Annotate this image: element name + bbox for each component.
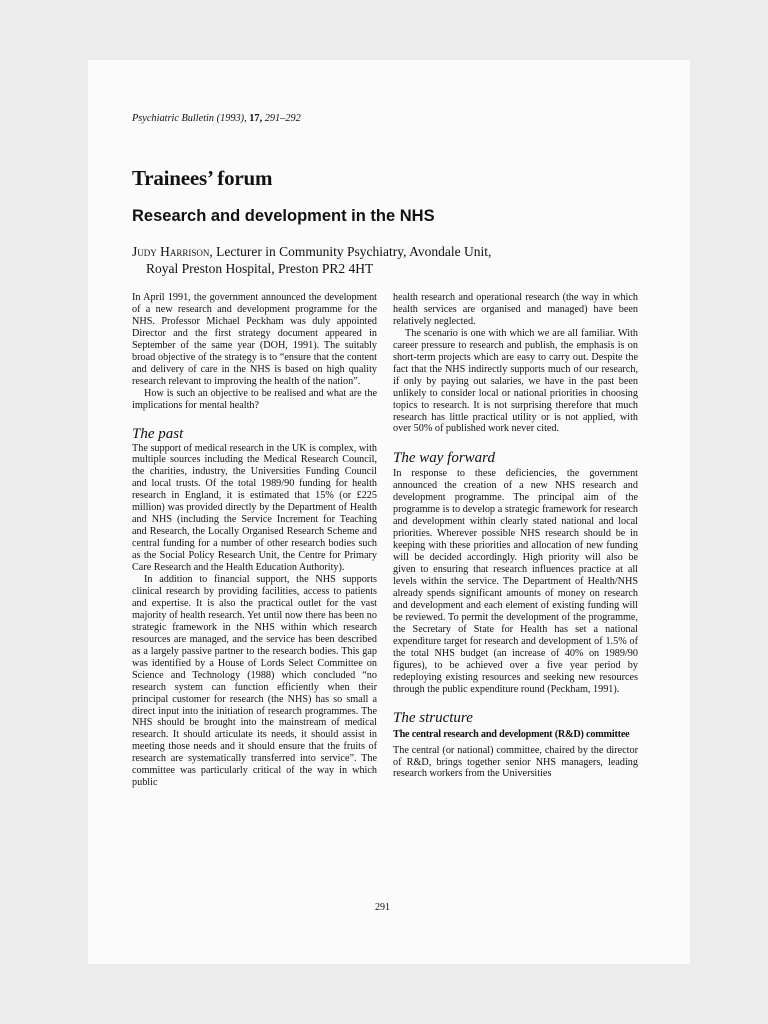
author-name: Judy Harrison bbox=[132, 244, 210, 259]
paragraph: In response to these deficiencies, the government announced the creation of a new NHS research and development programme. The principal aim of the programme is to develop a strategic framework for research and development within clearly stated national and local priorities. Wherever possible NHS research should be in keeping with these priorities and allocation of new funding will be decided accordingly. High priority will also be given to ensuring that research influences practice at all levels within the service. The Department of Health/NHS already spends significant amounts of money on research and development and each element of existing funding will be reviewed. To permit the development of the programme, the Secretary of State for Health has set a national expenditure target for research and development of 1.5% of the total NHS budget (an increase of 40% on 1989/90 figures), to be achieved over a five year period by redeploying existing resources and seeking new resources through the public expenditure round (Peckham, 1991). bbox=[393, 468, 638, 695]
citation-pages: 291–292 bbox=[264, 113, 301, 124]
paragraph: The support of medical research in the UK is complex, with multiple sources including the Medical Research Council, the charities, industry, the Universities Funding Council and local trusts. Of the total 1989/90 funding for health research in England, it is estimated that 15% (or £225 million) was provided directly by the Department of Health and NHS (including the Service Increment for Teaching and Research, the Locally Organised Research Scheme and central funding for a number of other research bodies such as the Social Policy Research Unit, the Centre for Primary Care Research and the Health Education Authority). bbox=[132, 442, 377, 574]
subheading-central-committee: The central research and development (R&D) committee bbox=[393, 728, 630, 740]
page-number: 291 bbox=[375, 902, 390, 913]
paragraph: The central (or national) committee, chaired by the director of R&D, brings together senior NHS managers, leading research workers from the Universities bbox=[393, 744, 638, 780]
author-affiliation bbox=[132, 244, 491, 277]
left-column bbox=[132, 292, 377, 789]
paragraph: health research and operational research (the way in which health services are organised and managed) have been relatively neglected. bbox=[393, 292, 638, 327]
journal-name: Psychiatric Bulletin bbox=[132, 113, 215, 124]
heading-the-way-forward: The way forward bbox=[393, 450, 495, 467]
citation-year: (1993), bbox=[216, 113, 247, 124]
article-title: Research and development in the NHS bbox=[132, 207, 435, 225]
paragraph: How is such an objective to be realised and what are the implications for mental health? bbox=[132, 387, 377, 411]
author-line-1: , Lecturer in Community Psychiatry, Avondale Unit, bbox=[209, 244, 492, 259]
section-title: Trainees’ forum bbox=[132, 166, 273, 190]
paragraph: In addition to financial support, the NHS supports clinical research by providing facilities, access to patients and expertise. It is also the practical outlet for the vast majority of health research. Yet until now there has been no strategic framework in the NHS within which research resources are managed, and the service has been described as a largely passive partner to the research bodies. This gap was identified by a House of Lords Select Committee on Science and Technology (1988) which concluded “no research system can function efficiently when their principal customer for research (the NHS) has so small a direct input into the initiation of research programmes. The NHS should be brought into the mainstream of medical research. It should articulate its needs, it should assist in meeting those needs and it should ensure that the fruits of research are systematically transferred into service”. The committee was particularly critical of the way in which public bbox=[132, 574, 377, 789]
citation-volume: 17, bbox=[249, 113, 263, 124]
paragraph: In April 1991, the government announced the development of a new research and development programme for the NHS. Professor Michael Peckham was duly appointed Director and the first strategy document appeared in September of the same year (DOH, 1991). The suitably broad objective of the strategy is to “ensure that the content and delivery of care in the NHS is based on high quality research relevant to improving the health of the nation”. bbox=[132, 292, 377, 387]
citation bbox=[132, 113, 301, 124]
right-column bbox=[393, 292, 638, 780]
author-line-2: Royal Preston Hospital, Preston PR2 4HT bbox=[146, 260, 374, 276]
heading-the-structure: The structure bbox=[393, 709, 473, 726]
paragraph: The scenario is one with which we are all familiar. With career pressure to research and publish, the emphasis is on short-term projects which are easy to carry out. Despite the fact that the NHS indirectly supports much of our research, if only by paying out salaries, we have in the past been unlikely to consider local or national priorities in choosing topics to research. It is not surprising therefore that much research has little practical utility or is not applied, with over 50% of published work never cited. bbox=[393, 327, 638, 435]
heading-the-past: The past bbox=[132, 425, 184, 442]
